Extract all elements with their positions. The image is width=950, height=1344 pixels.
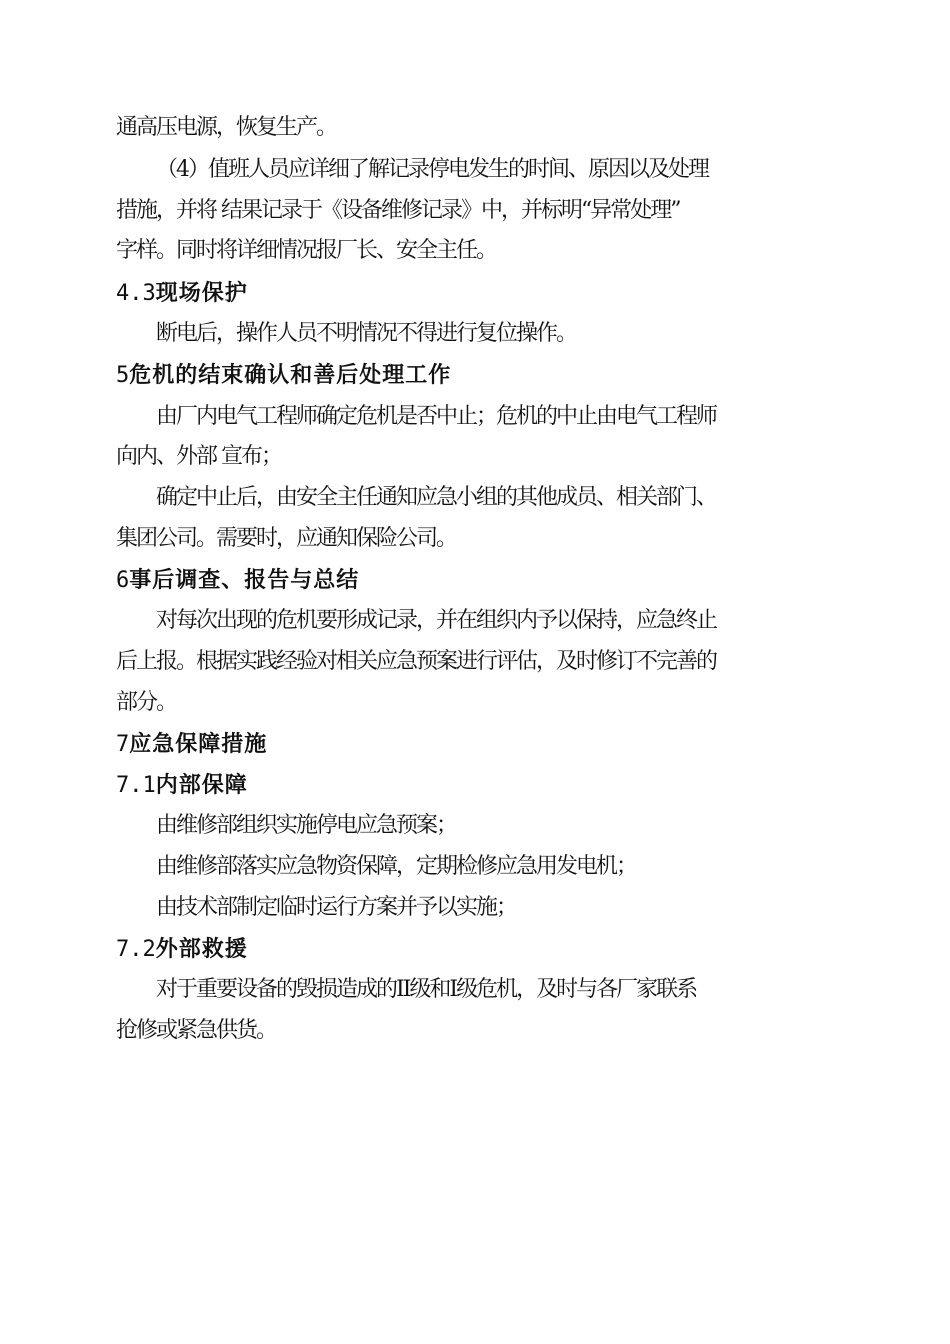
heading-text: 内部保障 [155, 772, 248, 798]
section-heading-7-1 [116, 765, 248, 806]
paragraph-line: 措施，并将 结果记录于《设备维修记录》中，并标明“异常处理” [116, 198, 680, 223]
section-heading-4-3 [116, 273, 248, 314]
heading-text: 应急保障措施 [129, 731, 268, 757]
paragraph-line: 字样。同时将详细情况报厂长、安全主任。 [116, 238, 497, 263]
paragraph-line: 由维修部落实应急物资保障，定期检修应急用发电机； [156, 854, 637, 879]
paragraph-line: 对于重要设备的毁损造成的II级和I级危机，及时与各厂家联系 [156, 977, 697, 1002]
heading-number: 7 [116, 732, 130, 757]
paragraph-line: 由技术部制定临时运行方案并予以实施； [156, 895, 517, 920]
paragraph-line: 对每次出现的危机要形成记录，并在组织内予以保持，应急终止 [156, 608, 717, 633]
section-heading-7-2 [116, 929, 248, 970]
paragraph-line: 由厂内电气工程师确定危机是否中止；危机的中止由电气工程师 [156, 404, 717, 429]
paragraph-line: 通高压电源，恢复生产。 [116, 115, 337, 140]
paragraph-line: 由维修部组织实施停电应急预案； [156, 813, 457, 838]
paragraph-line: 部分。 [116, 690, 177, 715]
paragraph-line: 确定中止后，由安全主任通知应急小组的其他成员、相关部门、 [156, 485, 717, 510]
heading-number: 7.2 [116, 937, 156, 962]
heading-text: 外部救援 [155, 936, 248, 962]
paragraph-line: 抢修或紧急供货。 [116, 1018, 277, 1043]
paragraph-line: 集团公司。需要时，应通知保险公司。 [116, 526, 457, 551]
heading-text: 现场保护 [155, 280, 248, 306]
heading-number: 5 [116, 363, 130, 388]
heading-number: 6 [116, 568, 130, 593]
section-heading-5 [116, 355, 451, 396]
paragraph-line: （4）值班人员应详细了解记录停电发生的时间、原因以及处理 [156, 157, 708, 182]
paragraph-line: 向内、外部 宣布； [116, 444, 281, 469]
paragraph-line: 断电后，操作人员不明情况不得进行复位操作。 [156, 321, 577, 346]
heading-text: 事后调查、报告与总结 [129, 567, 360, 593]
heading-number: 4.3 [116, 281, 156, 306]
heading-number: 7.1 [116, 773, 156, 798]
heading-text: 危机的结束确认和善后处理工作 [129, 362, 452, 388]
paragraph-line: 后上报。根据实践经验对相关应急预案进行评估，及时修订不完善的 [116, 649, 717, 674]
section-heading-7 [116, 724, 267, 765]
section-heading-6 [116, 560, 359, 601]
